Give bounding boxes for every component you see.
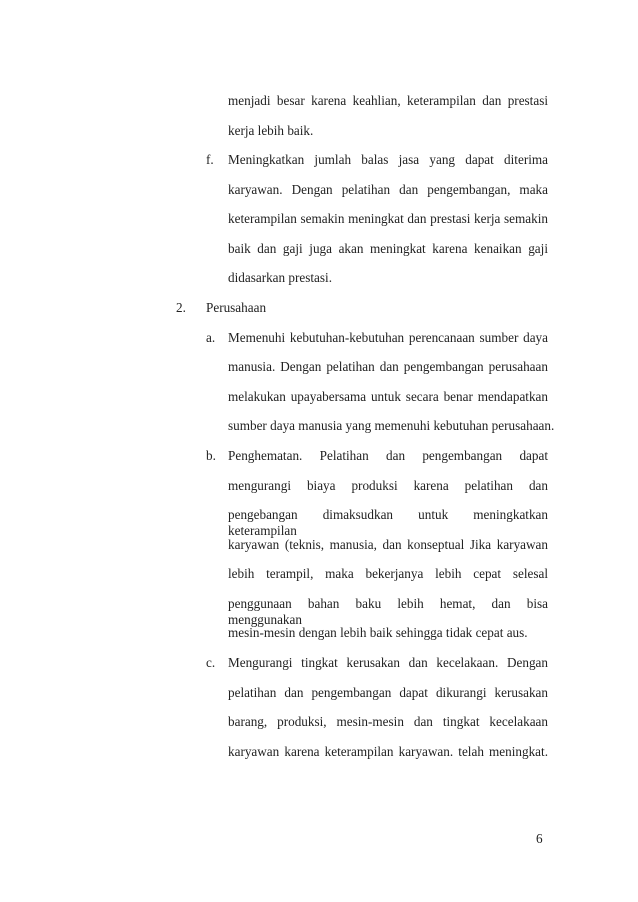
item-a-line-3: melakukan upayabersama untuk secara benar mendapatkan bbox=[228, 389, 548, 404]
item-c-marker: c. bbox=[206, 655, 216, 670]
item-b-line-4: karyawan (teknis, manusia, dan konseptual Jika karyawan bbox=[228, 537, 548, 552]
item-b-line-5: lebih terampil, maka bekerjanya lebih cepat selesal bbox=[228, 566, 548, 581]
item-f-marker: f. bbox=[206, 152, 214, 167]
item-f-line-2: karyawan. Dengan pelatihan dan pengembangan, maka bbox=[228, 182, 548, 197]
item-c-line-4: karyawan karena keterampilan karyawan. telah meningkat. bbox=[228, 744, 548, 759]
item-a-line-1: Memenuhi kebutuhan-kebutuhan perencanaan sumber daya bbox=[228, 330, 548, 345]
item-a-line-2: manusia. Dengan pelatihan dan pengembangan perusahaan bbox=[228, 359, 548, 374]
item-b-line-7: mesin-mesin dengan lebih baik sehingga tidak cepat aus. bbox=[228, 625, 528, 640]
item-a-marker: a. bbox=[206, 330, 216, 345]
item-c-line-1: Mengurangi tingkat kerusakan dan kecelakaan. Dengan bbox=[228, 655, 548, 670]
section-2-heading: Perusahaan bbox=[206, 300, 267, 315]
item-b-marker: b. bbox=[206, 448, 216, 463]
item-f-line-3: keterampilan semakin meningkat dan prestasi kerja semakin bbox=[228, 211, 548, 226]
item-b-line-3: pengebangan dimaksudkan untuk meningkatkan keterampilan bbox=[228, 507, 548, 538]
item-b-line-6: penggunaan bahan baku lebih hemat, dan bisa menggunakan bbox=[228, 596, 548, 627]
continuation-line-2: kerja lebih baik. bbox=[228, 123, 314, 138]
item-a-line-4: sumber daya manusia yang memenuhi kebutuhan perusahaan. bbox=[228, 418, 555, 433]
page-number: 6 bbox=[536, 831, 543, 846]
item-f-line-1: Meningkatkan jumlah balas jasa yang dapat diterima bbox=[228, 152, 548, 167]
item-f-line-5: didasarkan prestasi. bbox=[228, 270, 332, 285]
item-b-line-1: Penghematan. Pelatihan dan pengembangan dapat bbox=[228, 448, 548, 463]
item-c-line-3: barang, produksi, mesin-mesin dan tingkat kecelakaan bbox=[228, 714, 548, 729]
section-2-marker: 2. bbox=[176, 300, 186, 315]
item-b-line-2: mengurangi biaya produksi karena pelatihan dan bbox=[228, 478, 548, 493]
item-f-line-4: baik dan gaji juga akan meningkat karena kenaikan gaji bbox=[228, 241, 548, 256]
item-c-line-2: pelatihan dan pengembangan dapat dikurangi kerusakan bbox=[228, 685, 548, 700]
continuation-line-1: menjadi besar karena keahlian, keterampilan dan prestasi bbox=[228, 93, 548, 108]
